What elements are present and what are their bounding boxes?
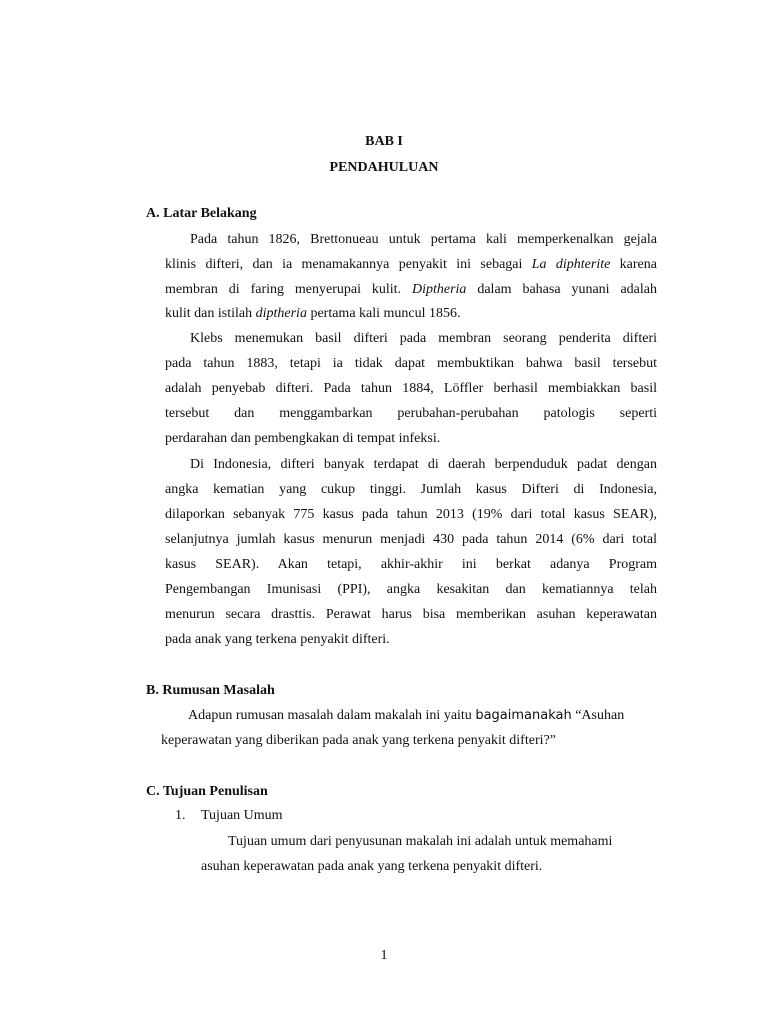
- chapter-title: PENDAHULUAN: [329, 160, 439, 175]
- paragraph-line: pada anak yang terkena penyakit difteri.: [165, 632, 390, 647]
- paragraph-line: dilaporkan sebanyak 775 kasus pada tahun 2013 (19% dari total kasus SEAR),: [165, 507, 657, 522]
- paragraph-line: Pengembangan Imunisasi (PPI), angka kesakitan dan kematiannya telah: [165, 582, 657, 597]
- paragraph-line: Tujuan umum dari penyusunan makalah ini adalah untuk memahami: [228, 834, 613, 849]
- paragraph-line: keperawatan yang diberikan pada anak yang terkena penyakit difteri?”: [161, 733, 556, 748]
- paragraph-line: asuhan keperawatan pada anak yang terkena penyakit difteri.: [201, 859, 543, 874]
- paragraph-line: Klebs menemukan basil difteri pada membran seorang penderita difteri: [190, 331, 657, 346]
- paragraph-line: membran di faring menyerupai kulit. Diptheria dalam bahasa yunani adalah: [165, 282, 657, 297]
- paragraph-line: selanjutnya jumlah kasus menurun menjadi 430 pada tahun 2014 (6% dari total: [165, 532, 657, 547]
- paragraph-line: Pada tahun 1826, Brettonueau untuk pertama kali memperkenalkan gejala: [190, 232, 657, 247]
- paragraph-line: perdarahan dan pembengkakan di tempat infeksi.: [165, 431, 441, 446]
- chapter-number: BAB I: [365, 134, 403, 149]
- section-a-heading: A. Latar Belakang: [146, 206, 257, 221]
- paragraph-line: adalah penyebab difteri. Pada tahun 1884, Löffler berhasil membiakkan basil: [165, 381, 657, 396]
- paragraph-line: pada tahun 1883, tetapi ia tidak dapat membuktikan bahwa basil tersebut: [165, 356, 657, 371]
- page-number: 1: [380, 948, 388, 963]
- paragraph-line: Di Indonesia, difteri banyak terdapat di daerah berpenduduk padat dengan: [190, 457, 657, 472]
- paragraph-line: kasus SEAR). Akan tetapi, akhir-akhir ini berkat adanya Program: [165, 557, 657, 572]
- section-b-heading: B. Rumusan Masalah: [146, 683, 275, 698]
- paragraph-line: angka kematian yang cukup tinggi. Jumlah kasus Difteri di Indonesia,: [165, 482, 657, 497]
- list-item-title: Tujuan Umum: [201, 808, 283, 823]
- paragraph-line: Adapun rumusan masalah dalam makalah ini yaitu bagaimanakah “Asuhan: [188, 708, 625, 723]
- paragraph-line: tersebut dan menggambarkan perubahan-perubahan patologis seperti: [165, 406, 657, 421]
- paragraph-line: klinis difteri, dan ia menamakannya penyakit ini sebagai La diphterite karena: [165, 257, 657, 272]
- section-c-heading: C. Tujuan Penulisan: [146, 784, 268, 799]
- paragraph-line: menurun secara drasttis. Perawat harus bisa memberikan asuhan keperawatan: [165, 607, 657, 622]
- paragraph-line: kulit dan istilah diptheria pertama kali muncul 1856.: [165, 306, 461, 321]
- list-item-number: 1.: [175, 808, 186, 823]
